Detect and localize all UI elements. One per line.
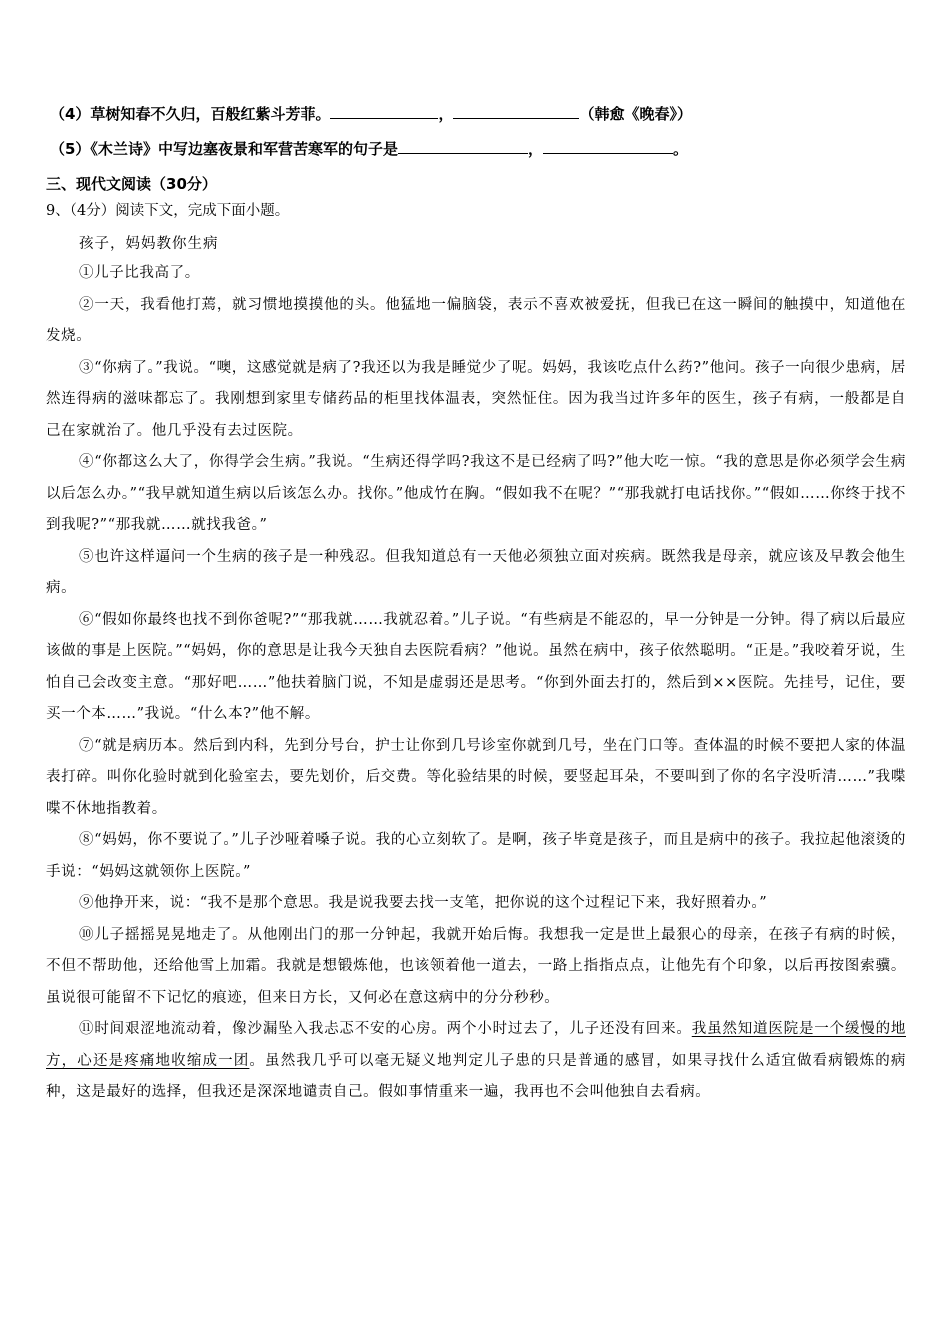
answer-blank-5b[interactable] [543,141,673,154]
paragraph-11-before: ⑪时间艰涩地流动着，像沙漏坠入我忐忑不安的心房。两个小时过去了，儿子还没有回来。 [79,1021,692,1037]
question-4-text: （4）草树知春不久归，百般红紫斗芳菲。 [50,105,331,123]
paragraph-2: ②一天，我看他打蔫，就习惯地摸摸他的头。他猛地一偏脑袋，表示不喜欢被爱抚，但我已在这一瞬间的触摸中，知道他在发烧。 [46,296,906,344]
paragraph-6: ⑥“假如你最终也找不到你爸呢?”“那我就……我就忍着。”儿子说。“有些病是不能忍的，早一分钟是一分钟。得了病以后最应该做的事是上医院。”“妈妈，你的意思是让我今天独自去医院看病？”他说。虽然在病中，孩子依然聪明。“正是。”我咬着牙说，生怕自己会改变主意。“那好吧……”他扶着脑门说，不知是虚弱还是思考。“你到外面去打的，然后到××医院。先挂号，记住，要买一个本……”我说。“什么本?”他不解。 [46,611,906,722]
section-title: 三、现代文阅读（30分） [46,175,217,193]
passage-body [46,258,906,1109]
question-9-head: 9、（4分）阅读下文，完成下面小题。 [46,203,290,219]
question-4-line [50,103,692,124]
paragraph-7: ⑦“就是病历本。然后到内科，先到分号台，护士让你到几号诊室你就到几号，坐在门口等。查体温的时候不要把人家的体温表打碎。叫你化验时就到化验室去，要先划价，后交费。等化验结果的时候，要竖起耳朵，不要叫到了你的名字没听清……”我喋喋不休地指教着。 [46,737,906,817]
question-5-line [50,138,688,159]
answer-blank-5a[interactable] [398,141,528,154]
paragraph-10: ⑩儿子摇摇晃晃地走了。从他刚出门的那一分钟起，我就开始后悔。我想我一定是世上最狠心的母亲，在孩子有病的时候，不但不帮助他，还给他雪上加霜。我就是想锻炼他，也该领着他一道去，一路上指指点点，让他先有个印象，以后再按图索骥。虽说很可能留不下记忆的痕迹，但来日方长，又何必在意这病中的分分秒秒。 [46,926,906,1006]
answer-blank-4a[interactable] [330,106,438,119]
paragraph-8: ⑧“妈妈，你不要说了。”儿子沙哑着嗓子说。我的心立刻软了。是啊，孩子毕竟是孩子，而且是病中的孩子。我拉起他滚烫的手说：“妈妈这就领你上医院。” [46,832,906,880]
question-4-source: （韩愈《晚春》） [579,105,692,123]
question-5-comma: ， [527,140,543,158]
question-5-end: 。 [672,140,688,158]
answer-blank-4b[interactable] [453,106,579,119]
underlined-sentence: 我虽然知道医院是一个缓慢的地方，心还是疼痛地收缩成一团 [46,1021,906,1069]
paragraph-5: ⑤也许这样逼问一个生病的孩子是一种残忍。但我知道总有一天他必须独立面对疾病。既然我是母亲，就应该及早教会他生病。 [46,548,906,596]
paragraph-11-after: 。虽然我几乎可以毫无疑义地判定儿子患的只是普通的感冒，如果寻找什么适宜做看病锻炼的病种，这是最好的选择，但我还是深深地谴责自己。假如事情重来一遍，我再也不会叫他独自去看病。 [46,1052,906,1100]
passage-title: 孩子，妈妈教你生病 [79,236,219,252]
paragraph-9: ⑨他挣开来，说：“我不是那个意思。我是说我要去找一支笔，把你说的这个过程记下来，我好照着办。” [79,895,768,911]
paragraph-4: ④“你都这么大了，你得学会生病。”我说。“生病还得学吗?我这不是已经病了吗?”他大吃一惊。“我的意思是你必须学会生病以后怎么办。”“我早就知道生病以后该怎么办。找你。”他成竹在胸。“假如我不在呢？”“那我就打电话找你。”“假如……你终于找不到我呢?”“那我就……就找我爸。” [46,454,906,533]
question-5-text: （5）《木兰诗》中写边塞夜景和军营苦寒军的句子是 [50,140,398,158]
question-4-comma: ， [438,105,454,123]
paragraph-3: ③“你病了。”我说。“噢，这感觉就是病了?我还以为我是睡觉少了呢。妈妈，我该吃点什么药?”他问。孩子一向很少患病，居然连得病的滋味都忘了。我刚想到家里专储药品的柜里找体温表，突然怔住。因为我当过许多年的医生，孩子有病，一般都是自己在家就治了。他几乎没有去过医院。 [46,359,906,439]
paragraph-11 [46,1014,906,1109]
paragraph-1: ①儿子比我高了。 [79,265,200,281]
